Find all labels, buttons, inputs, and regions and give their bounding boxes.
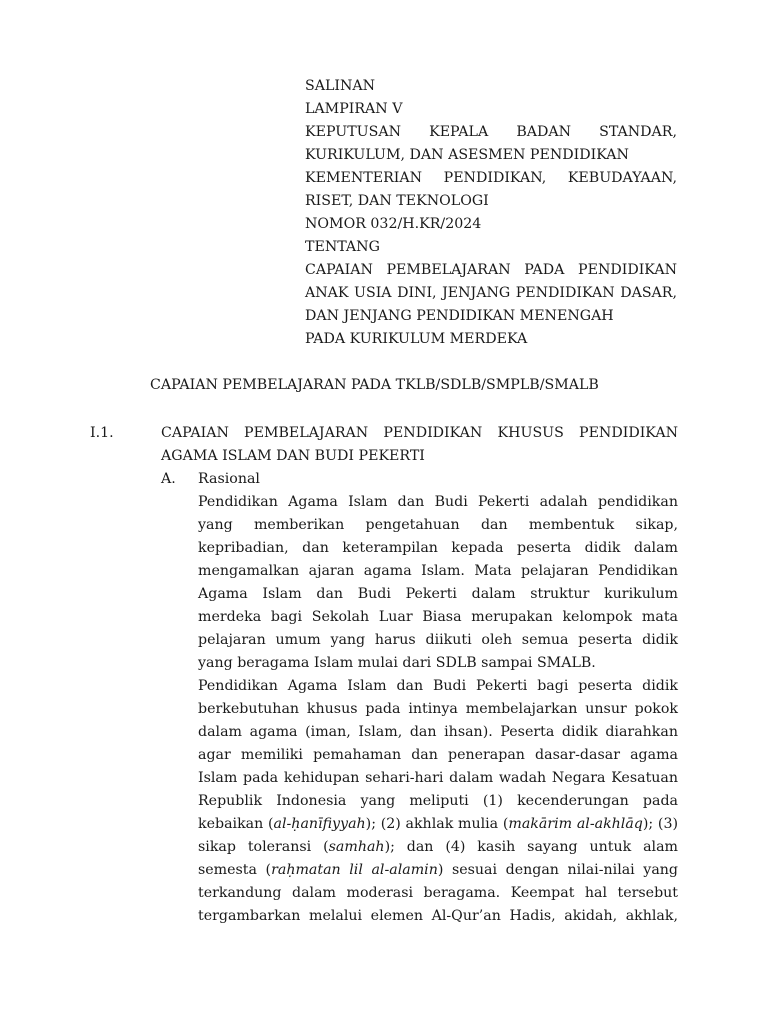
italic-term: makārim al-akhlāq (508, 816, 643, 832)
paragraph-2-line: Islam pada kehidupan sehari-hari dalam wadah Negara Kesatuan (198, 770, 678, 786)
header-line-keputusan: KEPUTUSAN KEPALA BADAN STANDAR, (305, 124, 677, 140)
header-line-riset: RISET, DAN TEKNOLOGI (305, 193, 489, 209)
section-number: I.1. (90, 425, 114, 441)
header-line-anak-usia-dini: ANAK USIA DINI, JENJANG PENDIDIKAN DASAR, (305, 285, 677, 301)
text-run: kebaikan ( (198, 816, 274, 832)
section-title-line-1: CAPAIAN PEMBELAJARAN PENDIDIKAN KHUSUS PENDIDIKAN (161, 425, 678, 441)
paragraph-1-line: yang memberikan pengetahuan dan membentuk sikap, (198, 517, 678, 533)
section-title-line-2: AGAMA ISLAM DAN BUDI PEKERTI (161, 448, 425, 464)
header-line-capaian: CAPAIAN PEMBELAJARAN PADA PENDIDIKAN (305, 262, 677, 278)
italic-term: al-ḥanīfiyyah (273, 816, 366, 832)
document-title: CAPAIAN PEMBELAJARAN PADA TKLB/SDLB/SMPLB/SMALB (150, 377, 599, 393)
header-line-salinan: SALINAN (305, 78, 376, 94)
subsection-letter: A. (161, 471, 176, 487)
paragraph-1-line: pelajaran umum yang harus diikuti oleh semua peserta didik (198, 632, 678, 648)
paragraph-2-line: Pendidikan Agama Islam dan Budi Pekerti bagi peserta didik (198, 678, 678, 694)
paragraph-1-line: kepribadian, dan keterampilan kepada peserta didik dalam (198, 540, 678, 556)
paragraph-2-line: agar memiliki pemahaman dan penerapan dasar-dasar agama (198, 747, 678, 763)
paragraph-1-line: Agama Islam dan Budi Pekerti dalam struktur kurikulum (198, 586, 678, 602)
paragraph-2-line (198, 813, 678, 836)
subsection-title: Rasional (198, 471, 260, 487)
italic-term: raḥmatan lil al-alamin (271, 862, 438, 878)
text-run: ); (3) (642, 816, 679, 832)
header-line-kementerian: KEMENTERIAN PENDIDIKAN, KEBUDAYAAN, (305, 170, 677, 186)
paragraph-2-line: tergambarkan melalui elemen Al-Qur’an Hadis, akidah, akhlak, (198, 908, 678, 924)
paragraph-2-line: dalam agama (iman, Islam, dan ihsan). Peserta didik diarahkan (198, 724, 678, 740)
paragraph-2-line (198, 859, 678, 882)
header-line-kurikulum: KURIKULUM, DAN ASESMEN PENDIDIKAN (305, 147, 629, 163)
text-run: sikap toleransi ( (198, 839, 329, 855)
header-line-tentang: TENTANG (305, 239, 380, 255)
paragraph-2-line (198, 836, 678, 859)
italic-term: samhah (328, 839, 385, 855)
text-run: ); (2) akhlak mulia ( (365, 816, 509, 832)
text-run: semesta ( (198, 862, 272, 878)
paragraph-2-line: berkebutuhan khusus pada intinya membelajarkan unsur pokok (198, 701, 678, 717)
text-run: ); dan (4) kasih sayang untuk alam (384, 839, 678, 855)
header-line-lampiran: LAMPIRAN V (305, 101, 403, 117)
text-run: ) sesuai dengan nilai-nilai yang (437, 862, 679, 878)
header-line-nomor: NOMOR 032/H.KR/2024 (305, 216, 482, 232)
paragraph-1-line: mengamalkan ajaran agama Islam. Mata pelajaran Pendidikan (198, 563, 678, 579)
header-line-menengah: DAN JENJANG PENDIDIKAN MENENGAH (305, 308, 614, 324)
header-line-kurikulum-merdeka: PADA KURIKULUM MERDEKA (305, 331, 528, 347)
paragraph-1-line: merdeka bagi Sekolah Luar Biasa merupakan kelompok mata (198, 609, 678, 625)
paragraph-1-line: Pendidikan Agama Islam dan Budi Pekerti adalah pendidikan (198, 494, 678, 510)
paragraph-2-line: terkandung dalam moderasi beragama. Keempat hal tersebut (198, 885, 678, 901)
paragraph-2-line: Republik Indonesia yang meliputi (1) kecenderungan pada (198, 793, 678, 809)
paragraph-1-line: yang beragama Islam mulai dari SDLB sampai SMALB. (198, 655, 596, 671)
